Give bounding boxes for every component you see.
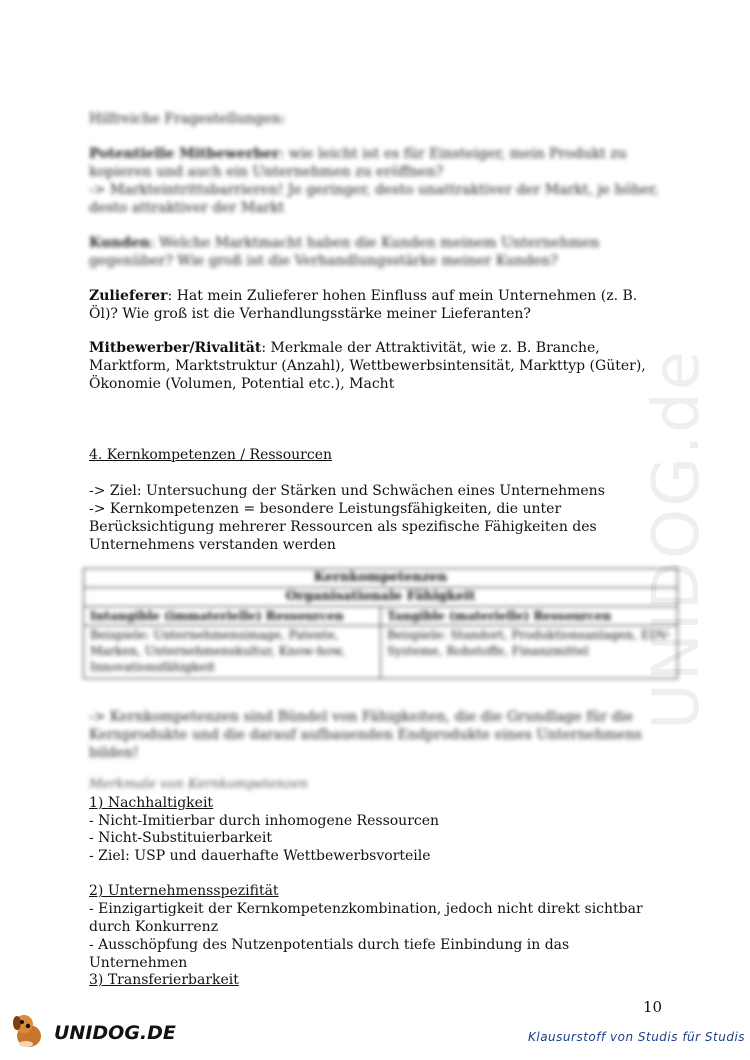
table-col2-body: Beispiele: Standort, Produktionsanlagen, EDV-Systeme, Rohstoffe, Finanzmittel <box>381 626 678 679</box>
merkmal-2-item: - Ausschöpfung des Nutzenpotentials durch tiefe Einbindung in das Unternehmen <box>89 937 570 971</box>
label-zulieferer: Zulieferer <box>89 288 168 304</box>
merkmal-1-item: - Ziel: USP und dauerhafte Wettbewerbsvorteile <box>89 848 431 864</box>
blurred-note: -> Kernkompetenzen sind Bündel von Fähigkeiten, die die Grundlage für die Kernprodukte und die darauf aufbauenden Endprodukte eines Unternehmens bilden! <box>89 709 642 761</box>
label-mitbewerber: Mitbewerber/Rivalität <box>89 340 262 356</box>
table-col1-header: Intangible (immaterielle) Ressourcen <box>84 607 381 626</box>
blurred-heading: Hilfreiche Fragestellungen: <box>89 111 286 127</box>
table-subtitle: Organisationale Fähigkeit <box>84 588 678 607</box>
label-kunden: Kunden <box>89 235 151 251</box>
kernkompetenzen-table <box>83 568 678 679</box>
unidog-logo <box>10 1010 176 1052</box>
label-potentielle: Potentielle Mitbewerber <box>89 146 280 162</box>
merkmal-2-item: - Einzigartigkeit der Kernkompetenzkombination, jedoch nicht direkt sichtbar durch Konkurrenz <box>89 901 643 935</box>
merkmal-1-item: - Nicht-Substituierbarkeit <box>89 830 272 846</box>
section4-line1: -> Ziel: Untersuchung der Stärken und Schwächen eines Unternehmens <box>89 483 605 499</box>
page-number: 10 <box>643 998 663 1016</box>
paragraph-zulieferer: Zulieferer: Hat mein Zulieferer hohen Einfluss auf mein Unternehmen (z. B. Öl)? Wie groß ist die Verhandlungsstärke meiner Lieferanten? <box>89 288 638 322</box>
section-heading-kernkompetenzen: 4. Kernkompetenzen / Ressourcen <box>89 447 333 463</box>
section4-line2: -> Kernkompetenzen = besondere Leistungsfähigkeiten, die unter Berücksichtigung mehrerer Ressourcen als spezifische Fähigkeiten des Unternehmens verstanden werden <box>89 501 597 553</box>
table-col2-header: Tangible (materielle) Ressourcen <box>381 607 678 626</box>
dog-icon <box>10 1010 48 1050</box>
paragraph-kunden: Kunden: Welche Marktmacht haben die Kunden meinem Unternehmen gegenüber? Wie groß ist die Verhandlungsstärke meiner Kunden? <box>89 235 600 269</box>
logo-text: UNIDOG.DE <box>54 1022 176 1044</box>
paragraph-potentielle: Potentielle Mitbewerber: wie leicht ist es für Einsteiger, mein Produkt zu kopieren und auch ein Unternehmen zu eröffnen? -> Markteintrittsbarrieren! Je geringer, desto unattraktiver der Markt, je höher, desto attraktiver der Markt <box>89 146 659 216</box>
merkmale-heading: Merkmale von Kernkompetenzen <box>89 777 308 792</box>
table-col1-body: Beispiele: Unternehmensimage, Patente, Marken, Unternehmenskultur, Know-how, Innovationsfähigkeit <box>84 626 381 679</box>
merkmal-1-item: - Nicht-Imitierbar durch inhomogene Ressourcen <box>89 813 440 829</box>
watermark: UNIDOG.de <box>640 348 714 730</box>
paragraph-mitbewerber: Mitbewerber/Rivalität: Merkmale der Attraktivität, wie z. B. Branche, Marktform, Marktstruktur (Anzahl), Wettbewerbsintensität, Markttyp (Güter), Ökonomie (Volumen, Potential etc.), Macht <box>89 340 646 392</box>
footer-slogan: Klausurstoff von Studis für Studis <box>528 1030 746 1044</box>
table-title: Kernkompetenzen <box>84 569 678 588</box>
merkmal-3-heading: 3) Transferierbarkeit <box>89 972 239 988</box>
merkmal-2-heading: 2) Unternehmensspezifität <box>89 883 279 899</box>
merkmal-1-heading: 1) Nachhaltigkeit <box>89 795 214 811</box>
arrow-potentielle: -> Markteintrittsbarrieren! Je geringer, desto unattraktiver der Markt, je höher, desto attraktiver der Markt <box>89 182 659 216</box>
